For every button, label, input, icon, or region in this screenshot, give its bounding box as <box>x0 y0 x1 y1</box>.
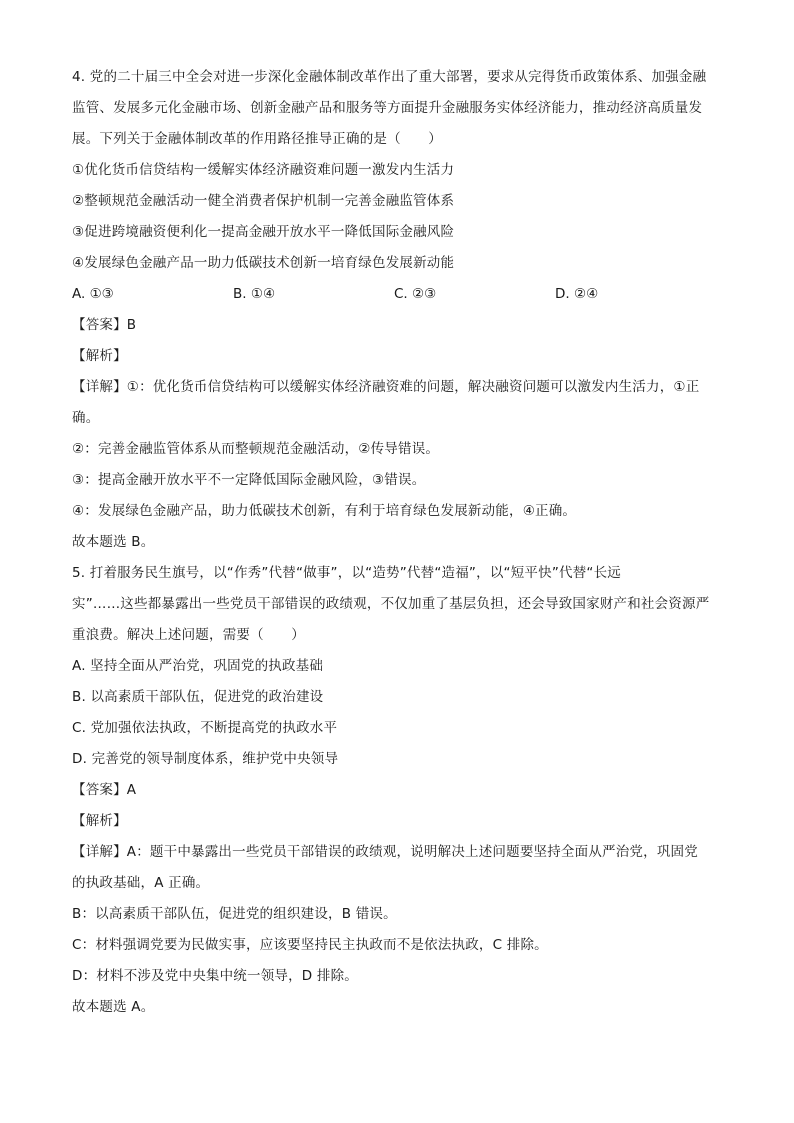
question-4-statement-4: ④发展绿色金融产品一助力低碳技术创新一培育绿色发展新动能 <box>72 255 455 271</box>
question-4-stem-line-1: 4. 党的二十届三中全会对进一步深化金融体制改革作出了重大部署，要求从完得货币政策体系、加强金融 <box>72 69 707 85</box>
question-4-explanation-line-4: ③：提高金融开放水平不一定降低国际金融风险，③错误。 <box>72 472 426 488</box>
question-4-explanation-line-1: 【详解】①：优化货币信贷结构可以缓解实体经济融资难的问题，解决融资问题可以激发内生活力，①正 <box>72 379 700 395</box>
question-4-statement-1: ①优化货币信贷结构一缓解实体经济融资难问题一激发内生活力 <box>72 162 455 178</box>
question-4-explanation-line-5: ④：发展绿色金融产品，助力低碳技术创新，有利于培育绿色发展新动能，④正确。 <box>72 503 577 519</box>
question-5-stem-line-3: 重浪费。解决上述问题，需要（ ） <box>72 627 305 643</box>
question-5-explanation-line-5: D：材料不涉及党中央集中统一领导，D 排除。 <box>72 968 358 984</box>
question-5-option-d: D. 完善党的领导制度体系，维护党中央领导 <box>72 751 339 767</box>
question-5-explanation-line-4: C：材料强调党要为民做实事，应该要坚持民主执政而不是依法执政，C 排除。 <box>72 937 548 953</box>
question-4-option-b: B. ①④ <box>233 286 276 302</box>
question-5 <box>72 558 732 1023</box>
question-5-explanation-line-2: 的执政基础，A 正确。 <box>72 875 210 891</box>
question-5-answer: 【答案】A <box>72 782 137 798</box>
question-4-option-d: D. ②④ <box>555 286 599 302</box>
question-5-conclusion: 故本题选 A。 <box>72 999 155 1015</box>
question-4-option-a: A. ①③ <box>72 286 114 302</box>
question-5-option-a: A. 坚持全面从严治党，巩固党的执政基础 <box>72 658 324 674</box>
question-5-analysis-label: 【解析】 <box>72 813 127 829</box>
question-4 <box>72 62 732 558</box>
question-4-explanation-line-2: 确。 <box>72 410 100 426</box>
question-4-statement-3: ③促进跨境融资便利化一提高金融开放水平一降低国际金融风险 <box>72 224 455 240</box>
question-4-stem-line-2: 监管、发展多元化金融市场、创新金融产品和服务等方面提升金融服务实体经济能力，推动经济高质量发 <box>72 100 703 116</box>
question-5-option-b: B. 以高素质干部队伍，促进党的政治建设 <box>72 689 324 705</box>
question-4-options <box>72 279 732 310</box>
question-5-stem-line-2: 实”……这些都暴露出一些党员干部错误的政绩观，不仅加重了基层负担，还会导致国家财产和社会资源严 <box>72 596 710 612</box>
question-4-conclusion: 故本题选 B。 <box>72 534 155 550</box>
question-5-explanation-line-1: 【详解】A：题干中暴露出一些党员干部错误的政绩观，说明解决上述问题要坚持全面从严治党，巩固党 <box>72 844 698 860</box>
question-5-explanation-line-3: B：以高素质干部队伍，促进党的组织建设，B 错误。 <box>72 906 397 922</box>
document-page <box>72 62 732 1023</box>
question-4-statement-2: ②整顿规范金融活动一健全消费者保护机制一完善金融监管体系 <box>72 193 455 209</box>
question-5-stem-line-1: 5. 打着服务民生旗号，以“作秀”代替“做事”，以“造势”代替“造福”，以“短平快”代替“长远 <box>72 565 622 581</box>
question-4-answer: 【答案】B <box>72 317 137 333</box>
question-5-option-c: C. 党加强依法执政，不断提高党的执政水平 <box>72 720 338 736</box>
question-4-option-c: C. ②③ <box>394 286 437 302</box>
question-4-explanation-line-3: ②：完善金融监管体系从而整顿规范金融活动，②传导错误。 <box>72 441 440 457</box>
question-4-analysis-label: 【解析】 <box>72 348 127 364</box>
question-4-stem-line-3: 展。下列关于金融体制改革的作用路径推导正确的是（ ） <box>72 131 442 147</box>
